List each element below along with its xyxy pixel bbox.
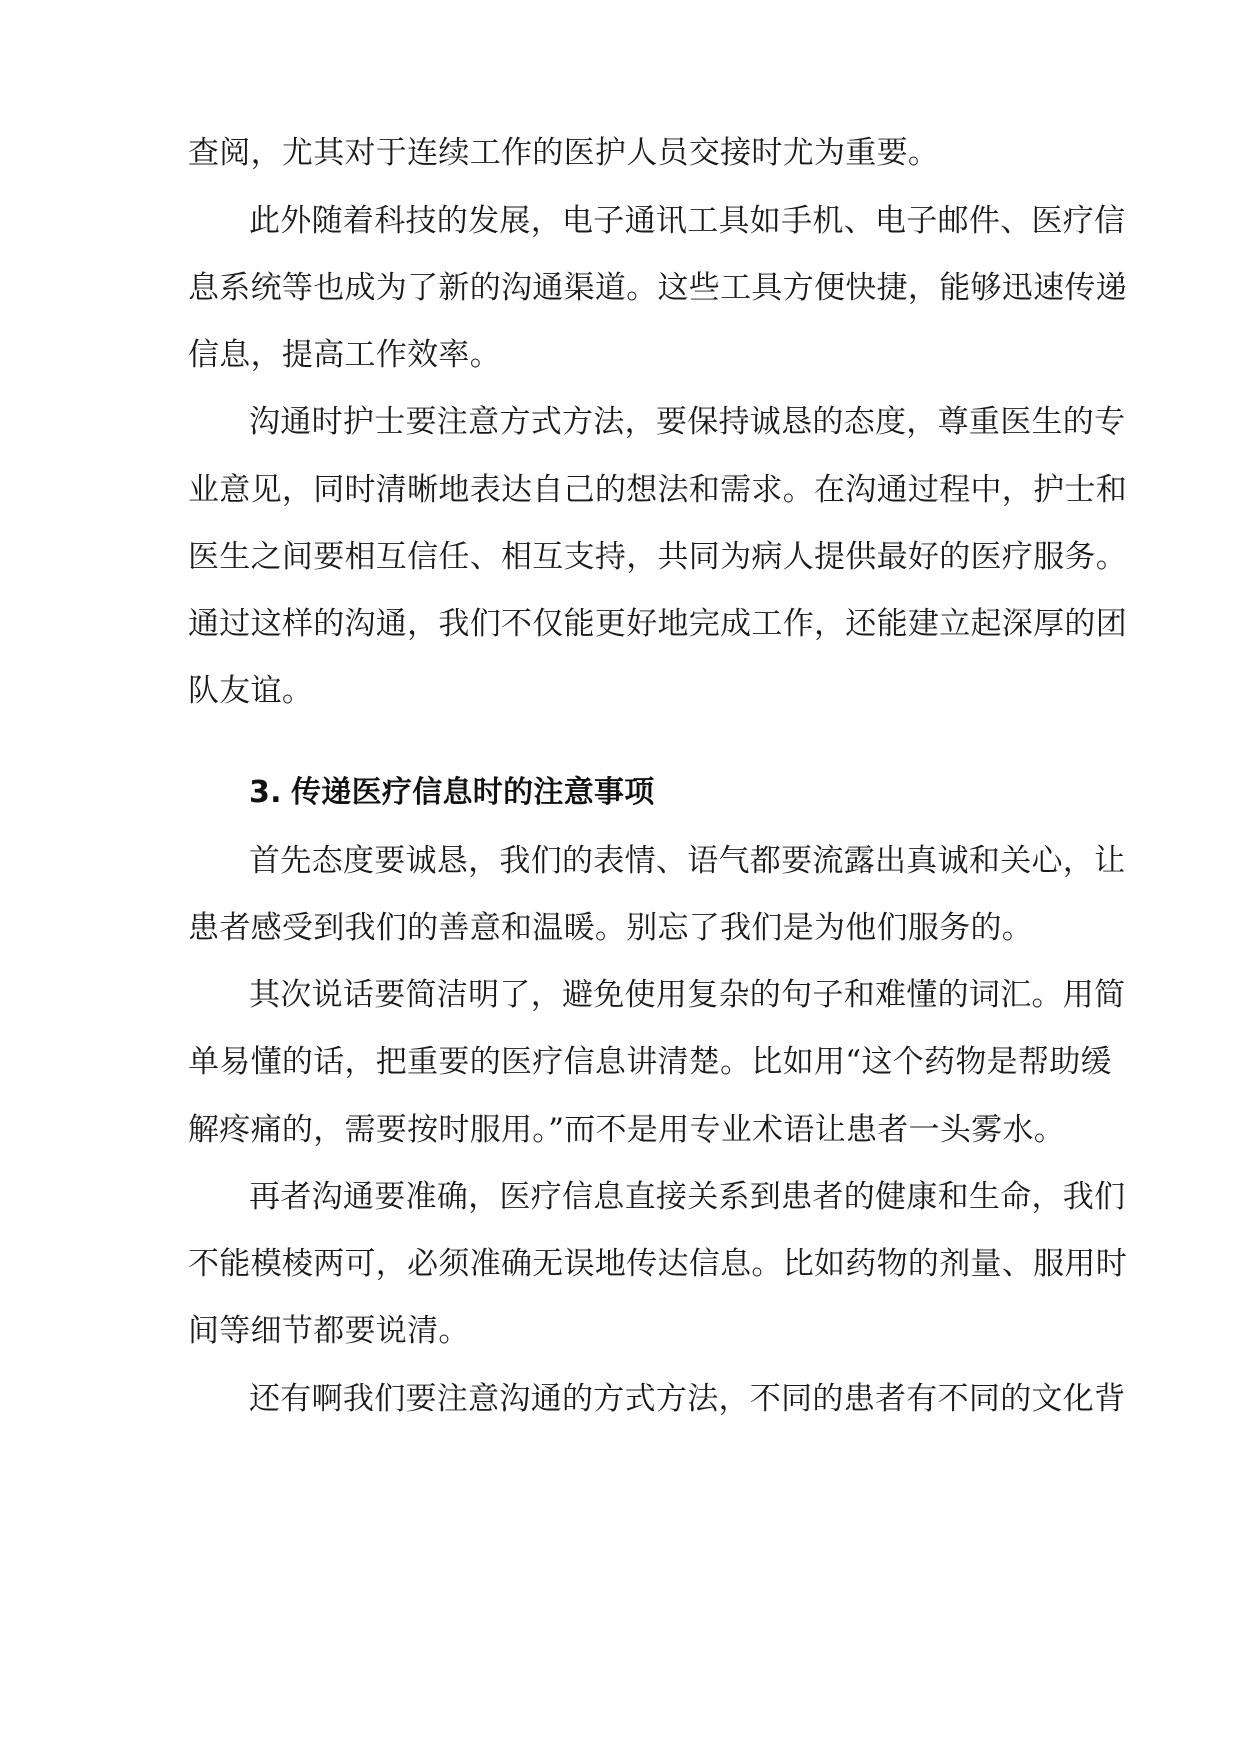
paragraph-5-line-1: 其次说话要简洁明了，避免使用复杂的句子和难懂的词汇。用简 [249, 977, 1126, 1013]
section-heading [249, 773, 655, 813]
paragraph-6-line-3: 间等细节都要说清。 [188, 1313, 470, 1349]
paragraph-3-line-1: 沟通时护士要注意方式方法，要保持诚恳的态度，尊重医生的专 [249, 404, 1126, 440]
paragraph-4-line-1: 首先态度要诚恳，我们的表情、语气都要流露出真诚和关心，让 [249, 843, 1126, 879]
paragraph-7-line-1: 还有啊我们要注意沟通的方式方法，不同的患者有不同的文化背 [249, 1381, 1126, 1417]
paragraph-3-line-3: 医生之间要相互信任、相互支持，共同为病人提供最好的医疗服务。 [188, 539, 1127, 575]
paragraph-5-line-3: 解疼痛的，需要按时服用。”而不是用专业术语让患者一头雾水。 [188, 1112, 1066, 1148]
section-heading-text: 传递医疗信息时的注意事项 [291, 775, 655, 810]
paragraph-2-line-1: 此外随着科技的发展，电子通讯工具如手机、电子邮件、医疗信 [249, 203, 1126, 239]
paragraph-2-line-3: 信息，提高工作效率。 [188, 337, 501, 373]
paragraph-3-line-2: 业意见，同时清晰地表达自己的想法和需求。在沟通过程中，护士和 [188, 472, 1127, 508]
paragraph-5-line-2: 单易懂的话，把重要的医疗信息讲清楚。比如用“这个药物是帮助缓 [188, 1044, 1112, 1080]
paragraph-1-line-1: 查阅，尤其对于连续工作的医护人员交接时尤为重要。 [188, 135, 940, 171]
paragraph-2-line-2: 息系统等也成为了新的沟通渠道。这些工具方便快捷，能够迅速传递 [188, 270, 1127, 306]
paragraph-6-line-2: 不能模棱两可，必须准确无误地传达信息。比如药物的剂量、服用时 [188, 1246, 1127, 1282]
paragraph-3-line-5: 队友谊。 [188, 673, 314, 709]
section-heading-number: 3. [249, 775, 282, 810]
paragraph-4-line-2: 患者感受到我们的善意和温暖。别忘了我们是为他们服务的。 [188, 910, 1034, 946]
paragraph-3-line-4: 通过这样的沟通，我们不仅能更好地完成工作，还能建立起深厚的团 [188, 606, 1127, 642]
paragraph-6-line-1: 再者沟通要准确，医疗信息直接关系到患者的健康和生命，我们 [249, 1179, 1126, 1215]
